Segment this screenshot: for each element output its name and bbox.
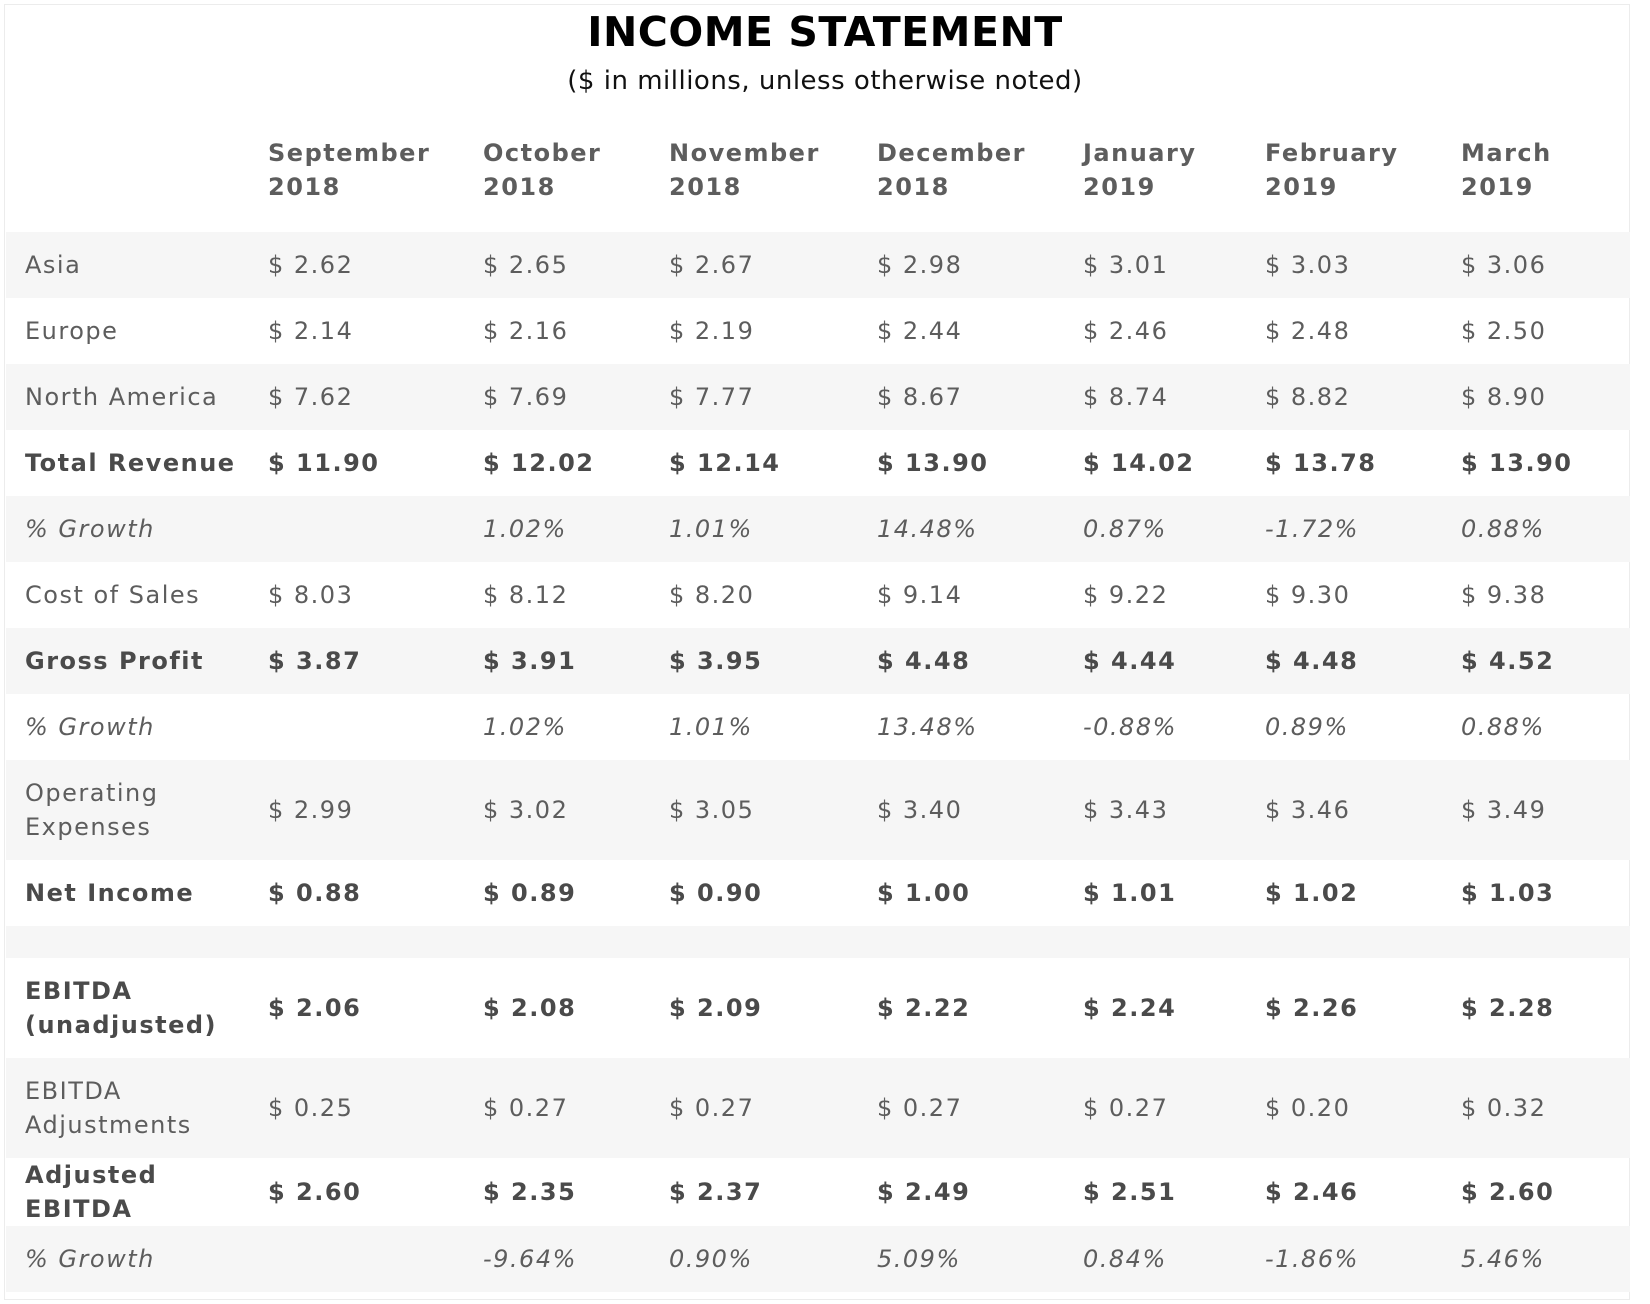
row-label: % Growth <box>25 713 155 741</box>
row-label: Operating Expenses <box>6 760 268 860</box>
table-cell <box>268 496 483 562</box>
table-cell: $ 2.16 <box>483 317 569 345</box>
header-label-cell <box>6 136 268 232</box>
table-cell: $ 2.46 <box>1265 1178 1359 1206</box>
table-cell: $ 2.09 <box>669 994 763 1022</box>
table-row <box>6 232 1630 298</box>
table-cell: 0.89% <box>1265 713 1349 741</box>
table-cell: $ 8.03 <box>268 581 354 609</box>
table-cell: $ 2.51 <box>1083 1178 1177 1206</box>
table-cell: 0.88% <box>1461 713 1545 741</box>
table-cell: 0.84% <box>1083 1226 1265 1292</box>
table-cell: 5.46% <box>1461 1226 1630 1292</box>
column-header: September 2018 <box>268 139 431 201</box>
table-cell: $ 0.27 <box>669 1058 877 1158</box>
row-label: Asia <box>6 232 268 298</box>
table-cell: $ 4.52 <box>1461 628 1630 694</box>
table-cell: $ 12.14 <box>669 449 781 477</box>
table-cell: $ 0.25 <box>268 1058 483 1158</box>
table-row <box>6 298 1630 364</box>
table-cell <box>1265 926 1461 958</box>
row-label: Cost of Sales <box>25 581 201 609</box>
table-cell: $ 2.35 <box>483 1178 577 1206</box>
table-cell: $ 2.99 <box>268 760 483 860</box>
row-label: % Growth <box>6 1226 268 1292</box>
table-cell: $ 11.90 <box>268 449 380 477</box>
table-row <box>6 562 1630 628</box>
table-cell: -1.86% <box>1265 1226 1461 1292</box>
table-cell: $ 3.91 <box>483 628 669 694</box>
page-subtitle: ($ in millions, unless otherwise noted) <box>567 66 1083 96</box>
table-cell: $ 3.03 <box>1265 232 1461 298</box>
table-cell: $ 12.02 <box>483 449 595 477</box>
table-cell: 0.87% <box>1083 496 1265 562</box>
table-cell: 1.01% <box>669 496 877 562</box>
row-label: EBITDA (unadjusted) <box>25 977 218 1039</box>
table-cell: $ 0.27 <box>877 1058 1083 1158</box>
table-cell: 5.09% <box>877 1226 1083 1292</box>
row-label: Total Revenue <box>25 449 236 477</box>
header-row <box>6 136 1630 232</box>
table-cell: $ 2.28 <box>1461 994 1555 1022</box>
table-cell: 0.88% <box>1461 496 1630 562</box>
table-cell: $ 4.48 <box>877 628 1083 694</box>
table-cell <box>268 1226 483 1292</box>
table-cell: $ 13.90 <box>877 449 989 477</box>
table-cell: $ 3.06 <box>1461 232 1630 298</box>
table-row <box>6 1058 1630 1158</box>
table-cell: $ 9.14 <box>877 581 963 609</box>
table-cell: $ 0.20 <box>1265 1058 1461 1158</box>
table-cell: $ 3.46 <box>1265 760 1461 860</box>
table-cell <box>1461 926 1630 958</box>
table-row-growth <box>6 694 1630 760</box>
row-label: Adjusted EBITDA <box>25 1161 158 1223</box>
table-cell: $ 4.44 <box>1083 628 1265 694</box>
table-cell: $ 3.02 <box>483 760 669 860</box>
row-label: Gross Profit <box>6 628 268 694</box>
table-cell: $ 2.62 <box>268 232 483 298</box>
table-cell: $ 8.82 <box>1265 364 1461 430</box>
table-cell: $ 2.48 <box>1265 317 1351 345</box>
table-cell: $ 2.06 <box>268 994 362 1022</box>
table-cell: $ 2.49 <box>877 1178 971 1206</box>
table-row-total <box>6 430 1630 496</box>
table-cell: $ 14.02 <box>1083 449 1195 477</box>
table-cell: $ 13.90 <box>1461 449 1573 477</box>
row-label: EBITDA Adjustments <box>6 1058 268 1158</box>
table-cell <box>483 926 669 958</box>
table-cell <box>877 926 1083 958</box>
table-cell: $ 2.65 <box>483 232 669 298</box>
table-cell: $ 1.03 <box>1461 879 1555 907</box>
table-cell: $ 8.90 <box>1461 364 1630 430</box>
table-row <box>6 364 1630 430</box>
table-cell: -1.72% <box>1265 496 1461 562</box>
table-cell: $ 1.02 <box>1265 879 1359 907</box>
table-cell: $ 3.43 <box>1083 760 1265 860</box>
page-title: INCOME STATEMENT <box>587 8 1063 56</box>
table-cell: 1.02% <box>483 496 669 562</box>
table-cell: $ 2.46 <box>1083 317 1169 345</box>
table-cell: $ 8.20 <box>669 581 755 609</box>
table-cell: $ 9.22 <box>1083 581 1169 609</box>
table-cell: $ 2.60 <box>268 1178 362 1206</box>
table-cell: $ 3.40 <box>877 760 1083 860</box>
table-row-growth <box>6 1226 1630 1292</box>
row-label: Net Income <box>25 879 195 907</box>
table-cell: $ 8.74 <box>1083 364 1265 430</box>
table-cell: $ 2.98 <box>877 232 1083 298</box>
column-header: October 2018 <box>483 139 602 201</box>
column-header: November 2018 <box>669 139 820 201</box>
column-header: March 2019 <box>1461 139 1552 201</box>
spacer-row <box>6 926 1630 958</box>
table-cell <box>1083 926 1265 958</box>
table-cell: $ 2.50 <box>1461 317 1547 345</box>
table-cell <box>268 694 483 760</box>
column-header: December 2018 <box>877 139 1027 201</box>
table-cell: $ 0.32 <box>1461 1058 1630 1158</box>
table-row-growth <box>6 496 1630 562</box>
table-cell: -0.88% <box>1083 713 1177 741</box>
table-cell <box>268 926 483 958</box>
row-label: % Growth <box>6 496 268 562</box>
row-label: North America <box>6 364 268 430</box>
table-cell <box>669 926 877 958</box>
table-cell: 14.48% <box>877 496 1083 562</box>
table-cell: $ 2.60 <box>1461 1178 1555 1206</box>
row-label: Europe <box>25 317 119 345</box>
table-cell: $ 7.62 <box>268 364 483 430</box>
table-cell: $ 0.89 <box>483 879 577 907</box>
table-cell: $ 1.01 <box>1083 879 1177 907</box>
table-cell: $ 9.30 <box>1265 581 1351 609</box>
table-cell: $ 0.27 <box>483 1058 669 1158</box>
table-cell: 0.90% <box>669 1226 877 1292</box>
row-label <box>6 926 268 958</box>
table-cell: 1.02% <box>483 713 567 741</box>
table-cell: $ 2.67 <box>669 232 877 298</box>
table-cell: $ 7.77 <box>669 364 877 430</box>
table-row-total <box>6 958 1630 1058</box>
column-header: January 2019 <box>1083 139 1197 201</box>
column-header: February 2019 <box>1265 139 1399 201</box>
table-cell: -9.64% <box>483 1226 669 1292</box>
table-row-total <box>6 860 1630 926</box>
table-cell: $ 2.24 <box>1083 994 1177 1022</box>
table-cell: $ 2.08 <box>483 994 577 1022</box>
table-row-total <box>6 628 1630 694</box>
table-cell: $ 8.12 <box>483 581 569 609</box>
table-cell: $ 3.49 <box>1461 760 1630 860</box>
table-cell: $ 2.44 <box>877 317 963 345</box>
table-cell: $ 13.78 <box>1265 449 1377 477</box>
table-cell: $ 2.19 <box>669 317 755 345</box>
table-cell: $ 3.87 <box>268 628 483 694</box>
table-cell: $ 7.69 <box>483 364 669 430</box>
table-cell: $ 9.38 <box>1461 581 1547 609</box>
table-cell: $ 8.67 <box>877 364 1083 430</box>
table-cell: $ 0.88 <box>268 879 362 907</box>
table-cell: $ 2.22 <box>877 994 971 1022</box>
table-cell: 1.01% <box>669 713 753 741</box>
table-cell: 13.48% <box>877 713 978 741</box>
table-cell: $ 3.95 <box>669 628 877 694</box>
table-cell: $ 4.48 <box>1265 628 1461 694</box>
income-statement-table <box>6 136 1630 1292</box>
table-cell: $ 2.14 <box>268 317 354 345</box>
table-cell: $ 0.27 <box>1083 1058 1265 1158</box>
table-cell: $ 1.00 <box>877 879 971 907</box>
table-row <box>6 760 1630 860</box>
table-cell: $ 2.37 <box>669 1178 763 1206</box>
table-row-total <box>6 1158 1630 1226</box>
table-cell: $ 2.26 <box>1265 994 1359 1022</box>
table-cell: $ 0.90 <box>669 879 763 907</box>
table-cell: $ 3.05 <box>669 760 877 860</box>
table-cell: $ 3.01 <box>1083 232 1265 298</box>
